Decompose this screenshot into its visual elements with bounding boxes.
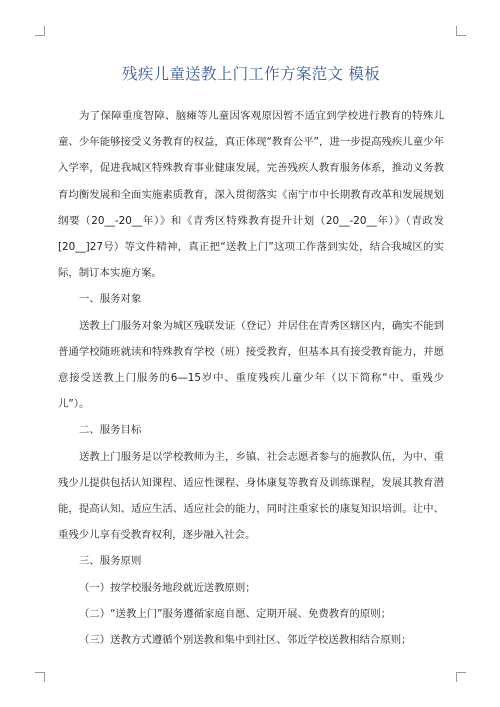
document-body [58,103,444,653]
section-heading-service-principles: 三、服务原则 [79,555,142,568]
service-goal-paragraph: 送教上门服务是以学校教师为主，乡镇、社会志愿者参与的施教队伍，为中、重残少儿提供包括认知课程、适应性课程、身体康复等教育及训练课程，发展其教育潜能，提高认知、适应生活、适应社会的能力，同时注重家长的康复知识培训。让中、重残少儿享有受教育权利，逐步融入社会。 [58,450,444,542]
principle-item-1: （一）按学校服务地段就近送教原则； [79,581,256,594]
section-heading-service-goal: 二、服务目标 [79,424,142,437]
service-target-paragraph: 送教上门服务对象为城区残联发证（登记）并居住在青秀区辖区内，确实不能到普通学校随班就读和特殊教育学校（班）接受教育，但基本具有接受教育能力，并愿意接受送教上门服务的6—15岁中、重度残疾儿童少年（以下简称“中、重残少儿”）。 [58,319,444,411]
principle-item-3: （三）送教方式遵循个别送教和集中到社区、邻近学校送教相结合原则； [79,634,412,647]
crop-mark-bottom-left [35,672,45,682]
crop-mark-top-right [456,26,466,36]
intro-paragraph: 为了保障重度智障、脑瘫等儿童因客观原因暂不适宜到学校进行教育的特殊儿童、少年能够接受义务教育的权益，真正体现“教育公平”，进一步提高残疾儿童少年入学率，促进我城区特殊教育事业健康发展，完善残疾人教育服务体系，推动义务教育均衡发展和全面实施素质教育，深入贯彻落实《南宁市中长期教育改革和发展规划纲要（20__-20__年）》和《青秀区特殊教育提升计划（20__-20__年）》（青政发[20__]27号）等文件精神，真正把“送教上门”这项工作落到实处，结合我城区的实际，制订本实施方案。 [58,110,444,280]
section-heading-service-target: 一、服务对象 [79,293,142,306]
document-title: 残疾儿童送教上门工作方案范文 模板 [121,65,381,83]
principle-item-2: （二）“送教上门”服务遵循家庭自愿、定期开展、免费教育的原则； [79,607,392,620]
crop-mark-top-left [35,26,45,36]
crop-mark-bottom-right [456,672,466,682]
